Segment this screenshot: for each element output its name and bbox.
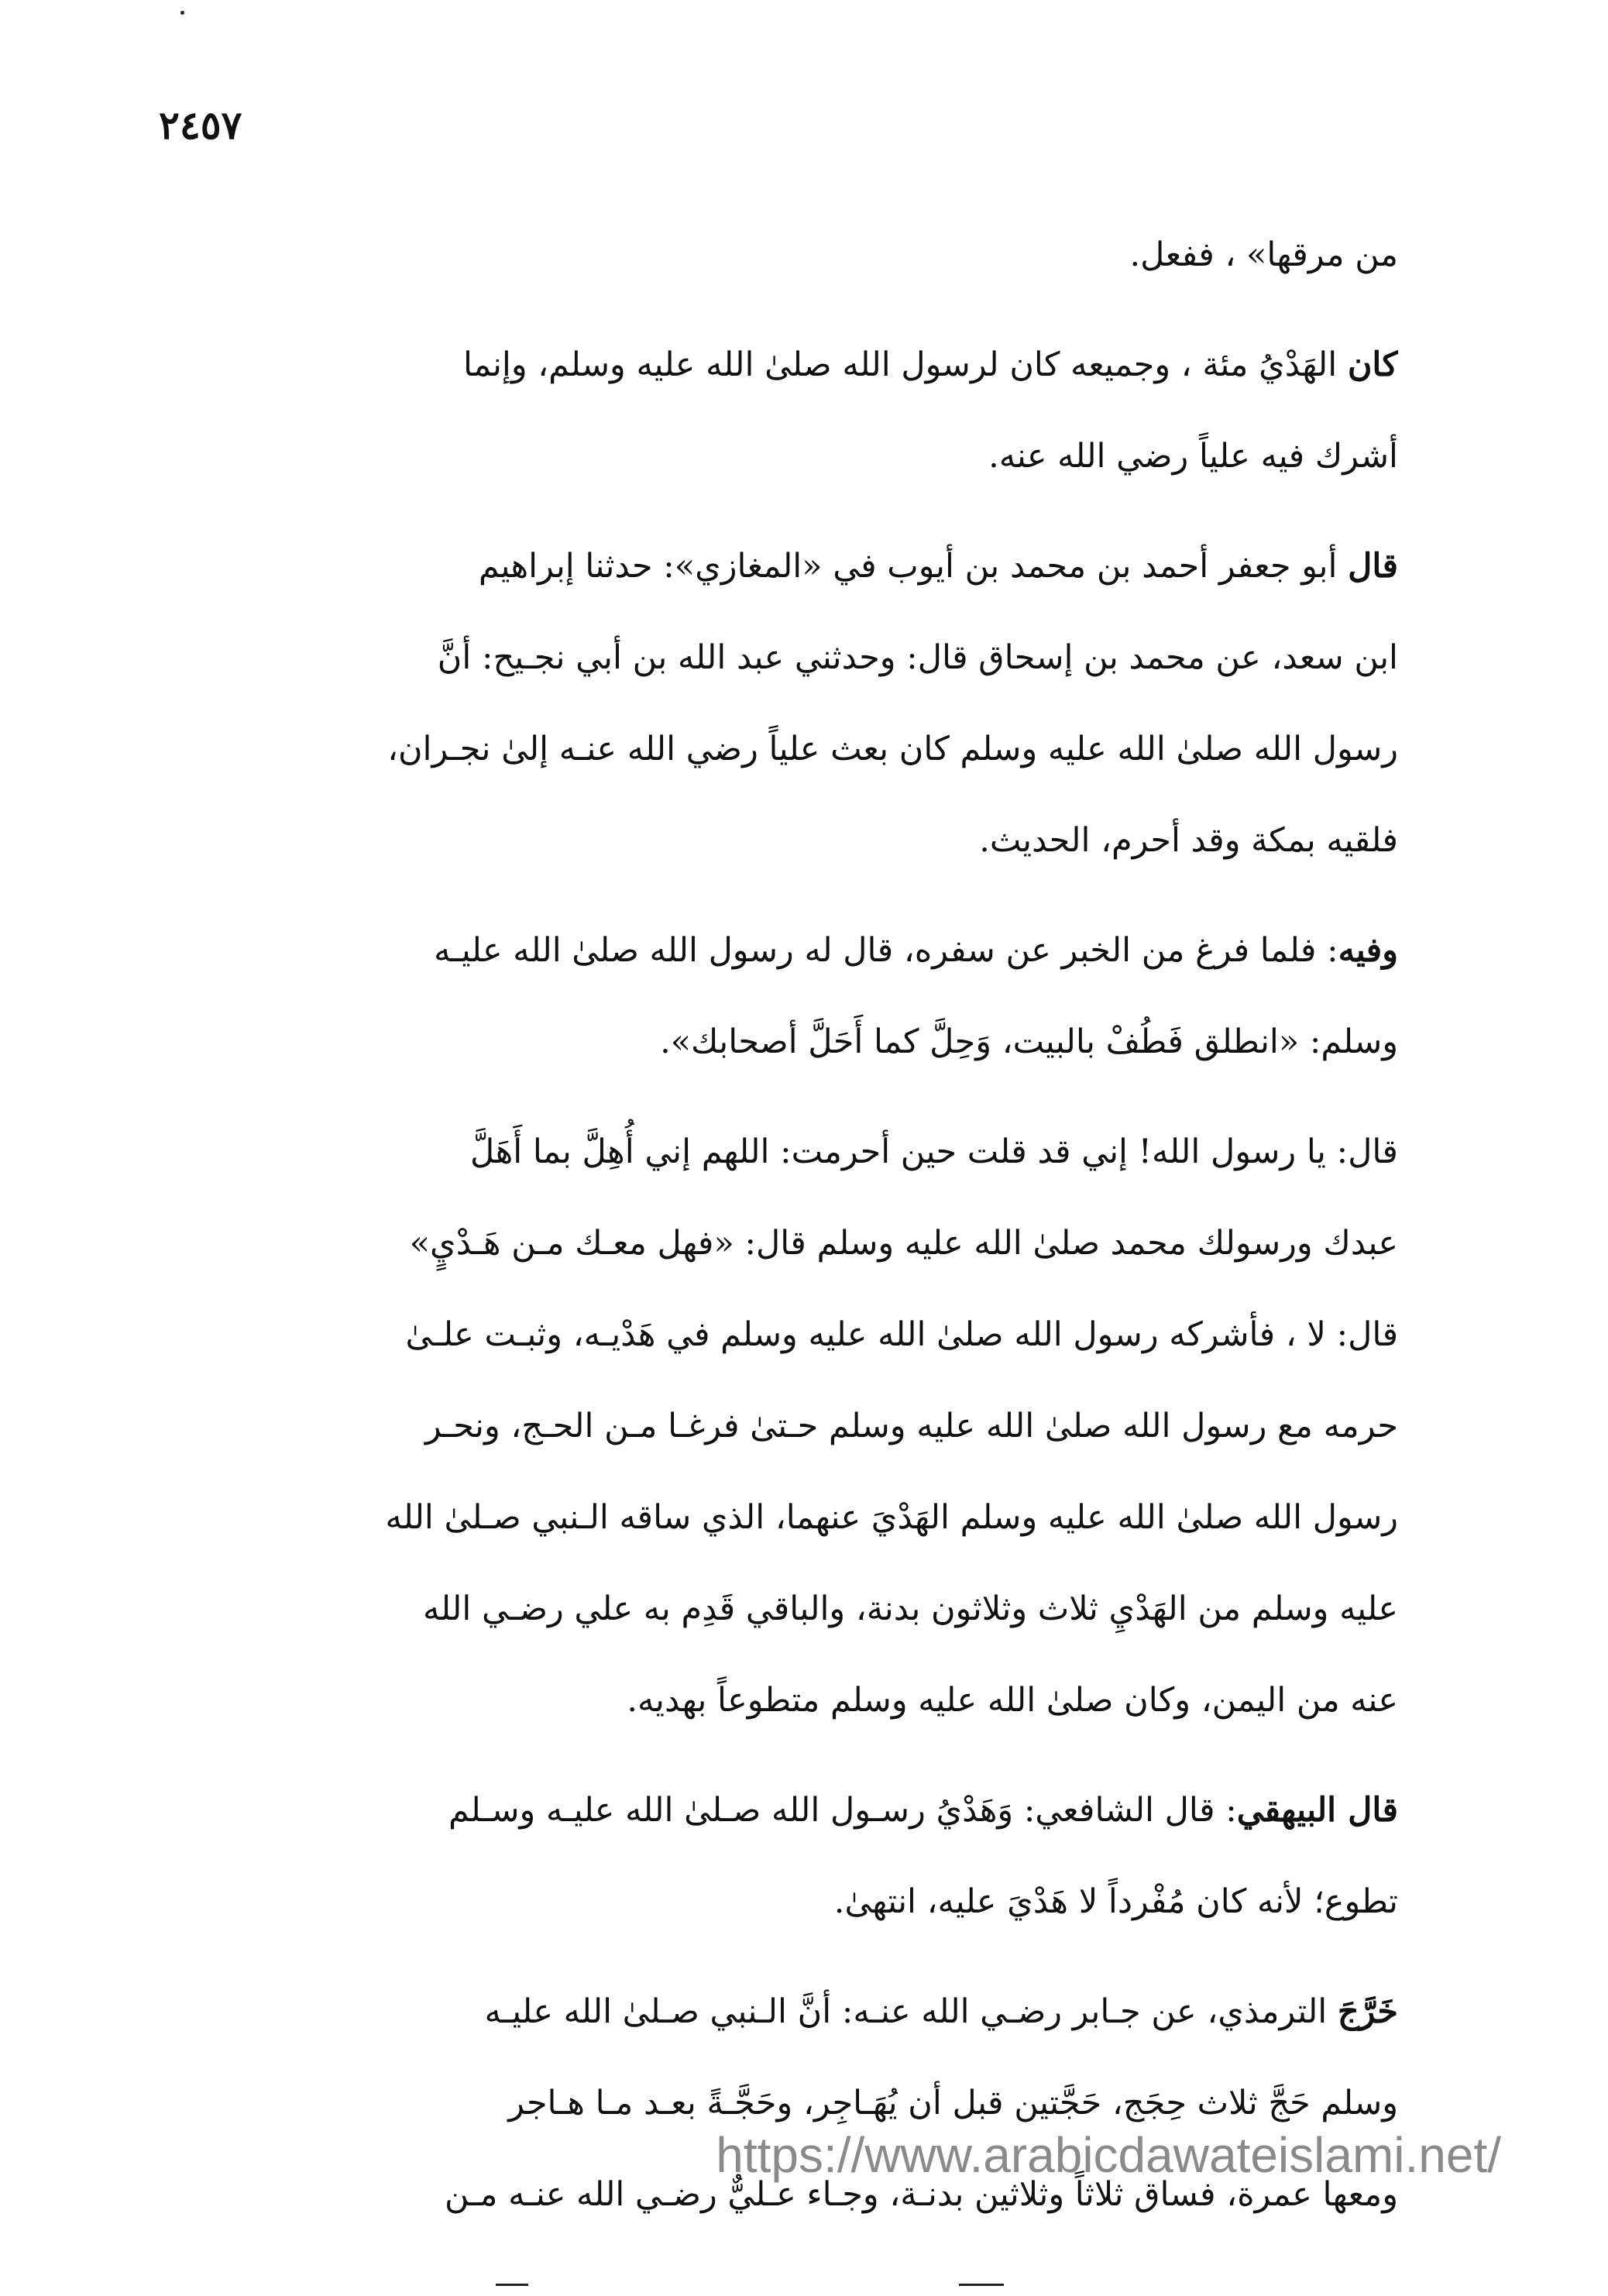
lead-word: وفيه bbox=[1338, 931, 1398, 970]
paragraph bbox=[174, 1966, 1398, 2240]
text-line: عليه وسلم من الهَدْيِ ثلاث وثلاثون بدنة، والباقي قَدِم به علي رضـي الله bbox=[423, 1590, 1398, 1628]
text-line: وسلم حَجَّ ثلاث حِجَج، حَجَّتين قبل أن يُهَـاجِر، وحَجَّـةً بعـد مـا هـاجر bbox=[508, 2084, 1398, 2122]
text-line: وفيه: فلما فرغ من الخبر عن سفره، قال له رسول الله صلىٰ الله عليـه bbox=[434, 931, 1398, 970]
text-line: خَرَّجَ الترمذي، عن جـابر رضـي الله عنـه: أنَّ الـنبي صـلىٰ الله عليـه bbox=[484, 1992, 1398, 2031]
lead-word: كان bbox=[1347, 345, 1398, 384]
text-line: من مرقها» ، ففعل. bbox=[1129, 235, 1398, 274]
lead-word: قال البيهقي bbox=[1236, 1791, 1398, 1830]
paragraph bbox=[174, 209, 1398, 301]
watermark-url: https://www.arabicdawateislami.net/ bbox=[716, 2127, 1501, 2183]
paragraph bbox=[174, 1106, 1398, 1746]
paragraph bbox=[174, 521, 1398, 886]
text-line: أشرك فيه علياً رضي الله عنه. bbox=[988, 437, 1398, 476]
paragraph bbox=[174, 319, 1398, 502]
text-line: وسلم: «انطلق فَطُفْ بالبيت، وَحِلَّ كما أَحَلَّ أصحابك». bbox=[660, 1023, 1398, 1061]
scan-speck bbox=[180, 11, 184, 15]
scan-speck bbox=[959, 2284, 1004, 2286]
lead-word: قال bbox=[1348, 547, 1398, 586]
page-body bbox=[174, 209, 1398, 2259]
text-line: تطوع؛ لأنه كان مُفْرداً لا هَدْيَ عليه، انتهىٰ. bbox=[833, 1882, 1398, 1921]
paragraph bbox=[174, 1765, 1398, 1947]
text-line: قال أبو جعفر أحمد بن محمد بن أيوب في «المغازي»: حدثنا إبراهيم bbox=[478, 547, 1398, 586]
lead-word: خَرَّجَ bbox=[1337, 1992, 1398, 2031]
paragraph bbox=[174, 905, 1398, 1088]
text-line: رسول الله صلىٰ الله عليه وسلم الهَدْيَ عنهما، الذي ساقه الـنبي صـلىٰ الله bbox=[385, 1498, 1398, 1537]
text-line: ومعها عمرة، فساق ثلاثاً وثلاثين بدنـة، وجـاء عـليٌّ رضـي الله عنـه مـن bbox=[445, 2175, 1398, 2214]
text-line: ابن سعد، عن محمد بن إسحاق قال: وحدثني عبد الله بن أبي نجـيح: أنَّ bbox=[437, 638, 1398, 677]
text-line: فلقيه بمكة وقد أحرم، الحديث. bbox=[979, 821, 1398, 860]
text-line: قال: لا ، فأشركه رسول الله صلىٰ الله عليه وسلم في هَدْيـه، وثبـت علـىٰ bbox=[405, 1315, 1398, 1354]
text-line: قال: يا رسول الله! إني قد قلت حين أحرمت: اللهم إني أُهِلَّ بما أَهَلَّ bbox=[470, 1133, 1398, 1171]
page-number: ٢٤٥٧ bbox=[159, 102, 242, 148]
text-line: عبدك ورسولك محمد صلىٰ الله عليه وسلم قال: «فهل معـك مـن هَـدْيٍ» bbox=[409, 1224, 1398, 1263]
text-line: قال البيهقي: قال الشافعي: وَهَدْيُ رسـول الله صـلىٰ الله عليـه وسـلم bbox=[448, 1791, 1398, 1830]
text-line: حرمه مع رسول الله صلىٰ الله عليه وسلم حـتىٰ فرغـا مـن الحـج، ونحـر bbox=[424, 1407, 1398, 1445]
scan-speck bbox=[496, 2284, 528, 2286]
text-line: عنه من اليمن، وكان صلىٰ الله عليه وسلم متطوعاً بهديه. bbox=[627, 1681, 1398, 1720]
text-line: كان الهَدْيُ مئة ، وجميعه كان لرسول الله صلىٰ الله عليه وسلم، وإنما bbox=[462, 345, 1398, 384]
text-line: رسول الله صلىٰ الله عليه وسلم كان بعث علياً رضي الله عنـه إلىٰ نجـران، bbox=[387, 730, 1398, 768]
